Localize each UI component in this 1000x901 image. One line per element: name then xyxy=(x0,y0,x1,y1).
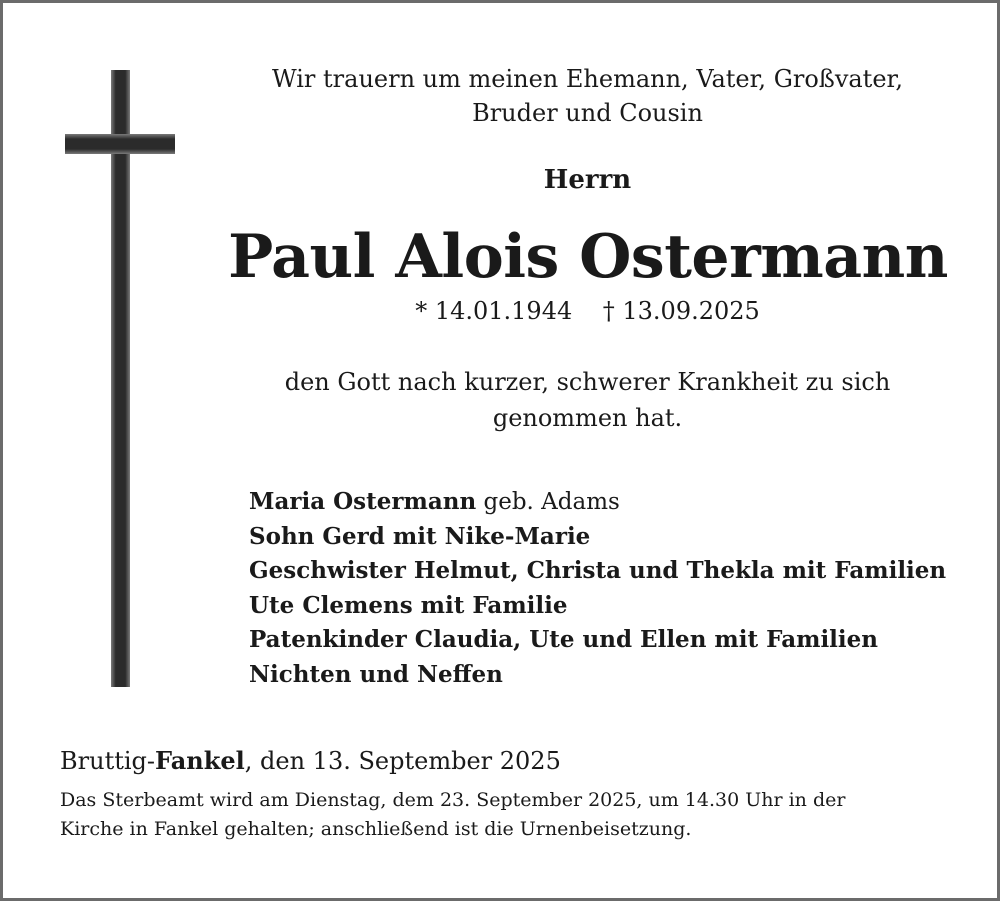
service-info-line-2: Kirche in Fankel gehalten; anschließend ist die Urnenbeisetzung. xyxy=(60,818,692,840)
mourner-name: Sohn Gerd mit Nike-Marie xyxy=(249,522,591,550)
salutation: Herrn xyxy=(543,165,632,195)
place-prefix: Bruttig- xyxy=(60,747,156,775)
mourner-name: Nichten und Neffen xyxy=(249,660,503,688)
mourners-list xyxy=(249,485,946,692)
mourner-line xyxy=(249,623,946,658)
life-dates xyxy=(230,297,945,325)
mourner-name: Ute Clemens mit Familie xyxy=(249,591,568,619)
mourner-line xyxy=(249,589,946,624)
intro-line-1: Wir trauern um meinen Ehemann, Vater, Großvater, xyxy=(272,65,903,93)
deceased-name: Paul Alois Ostermann xyxy=(228,222,948,292)
place-date: , den 13. September 2025 xyxy=(244,747,561,775)
mourner-name: Patenkinder Claudia, Ute und Ellen mit Familien xyxy=(249,626,879,653)
mourner-line xyxy=(249,485,946,520)
mourner-line xyxy=(249,658,946,693)
mourner-note: geb. Adams xyxy=(476,489,620,515)
text-line-2: genommen hat. xyxy=(492,404,683,432)
intro-line-2: Bruder und Cousin xyxy=(472,99,703,127)
cross-horizontal-beam xyxy=(65,134,175,154)
cross-vertical-beam xyxy=(111,70,130,687)
place-bold: Fankel xyxy=(155,746,245,775)
place-and-date xyxy=(60,746,561,775)
mourner-line xyxy=(249,554,946,589)
birth-date: * 14.01.1944 xyxy=(415,297,573,325)
service-info-line-1: Das Sterbeamt wird am Dienstag, dem 23. September 2025, um 14.30 Uhr in der xyxy=(60,789,846,811)
text-line-1: den Gott nach kurzer, schwerer Krankheit zu sich xyxy=(284,368,891,396)
mourner-name: Maria Ostermann xyxy=(249,488,477,515)
mourner-name: Geschwister Helmut, Christa und Thekla mit Familien xyxy=(249,557,947,584)
death-date: † 13.09.2025 xyxy=(602,297,760,325)
mourner-line xyxy=(249,520,946,555)
